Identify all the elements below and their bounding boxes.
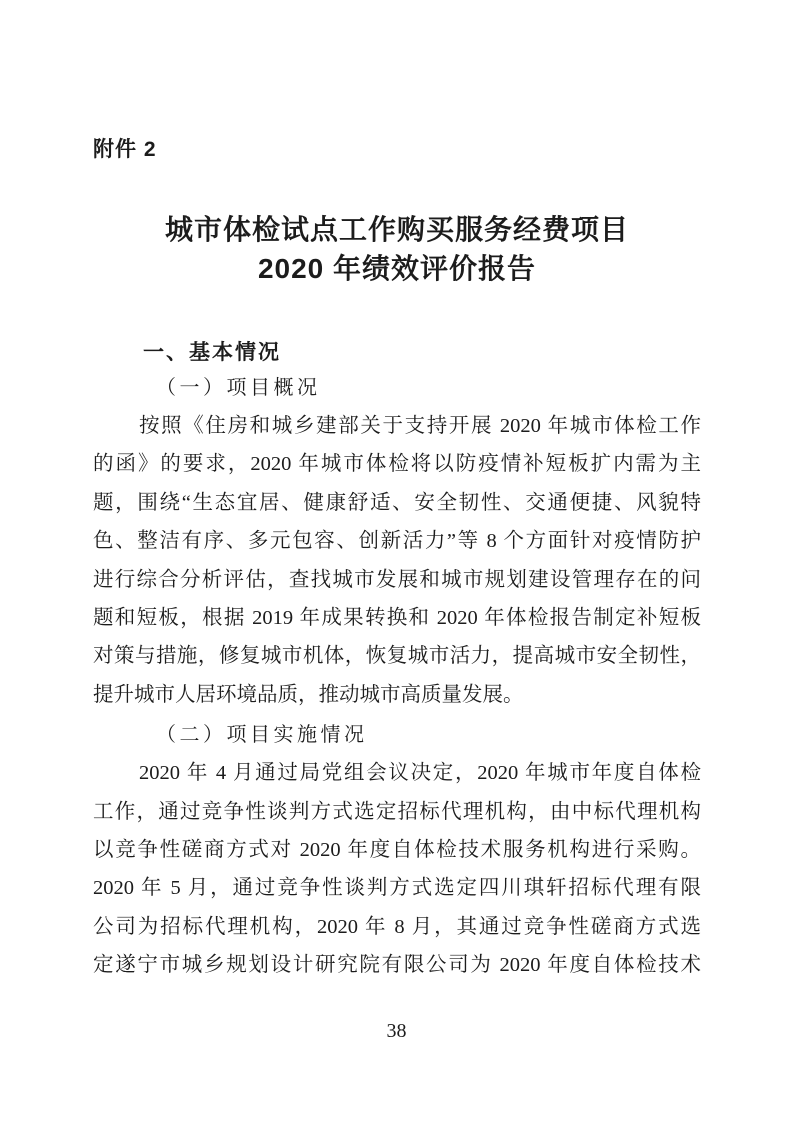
body-line: 色、整洁有序、多元包容、创新活力”等 8 个方面针对疫情防护	[93, 530, 701, 553]
body-line: 2020 年 4 月通过局党组会议决定，2020 年城市年度自体检	[139, 762, 701, 785]
body-line: 题和短板，根据 2019 年成果转换和 2020 年体检报告制定补短板	[93, 607, 701, 630]
body-line: 公司为招标代理机构，2020 年 8 月，其通过竞争性磋商方式选	[93, 915, 701, 938]
title-line-1: 城市体检试点工作购买服务经费项目	[164, 214, 629, 245]
body-line: 2020 年 5 月，通过竞争性谈判方式选定四川琪轩招标代理有限	[93, 877, 701, 900]
body-line: 对策与措施，修复城市机体，恢复城市活力，提高城市安全韧性，	[93, 645, 701, 668]
body-line: 工作，通过竞争性谈判方式选定招标代理机构，由中标代理机构	[93, 800, 701, 823]
body-line: 定遂宁市城乡规划设计研究院有限公司为 2020 年度自体检技术	[93, 954, 701, 977]
subsection-heading-project-overview: （一）项目概况	[156, 377, 321, 399]
attachment-label: 附件 2	[93, 138, 157, 161]
title-line-2: 2020 年绩效评价报告	[257, 253, 537, 284]
body-line: 的函》的要求，2020 年城市体检将以防疫情补短板扩内需为主	[93, 453, 701, 476]
paragraph-project-implementation	[93, 754, 701, 984]
body-line: 提升城市人居环境品质，推动城市高质量发展。	[93, 683, 524, 706]
body-line: 进行综合分析评估，查找城市发展和城市规划建设管理存在的问	[93, 568, 701, 591]
paragraph-project-overview	[93, 407, 701, 714]
section-heading-basic-info: 一、基本情况	[143, 341, 281, 364]
document-title	[93, 210, 701, 288]
document-content	[93, 0, 701, 985]
body-line: 按照《住房和城乡建部关于支持开展 2020 年城市体检工作	[139, 415, 701, 437]
page-number: 38	[386, 1020, 407, 1042]
body-line: 题，围绕“生态宜居、健康舒适、安全韧性、交通便捷、风貌特	[93, 491, 701, 514]
subsection-heading-project-implementation: （二）项目实施情况	[156, 724, 368, 747]
body-line: 以竞争性磋商方式对 2020 年度自体检技术服务机构进行采购。	[93, 839, 701, 862]
